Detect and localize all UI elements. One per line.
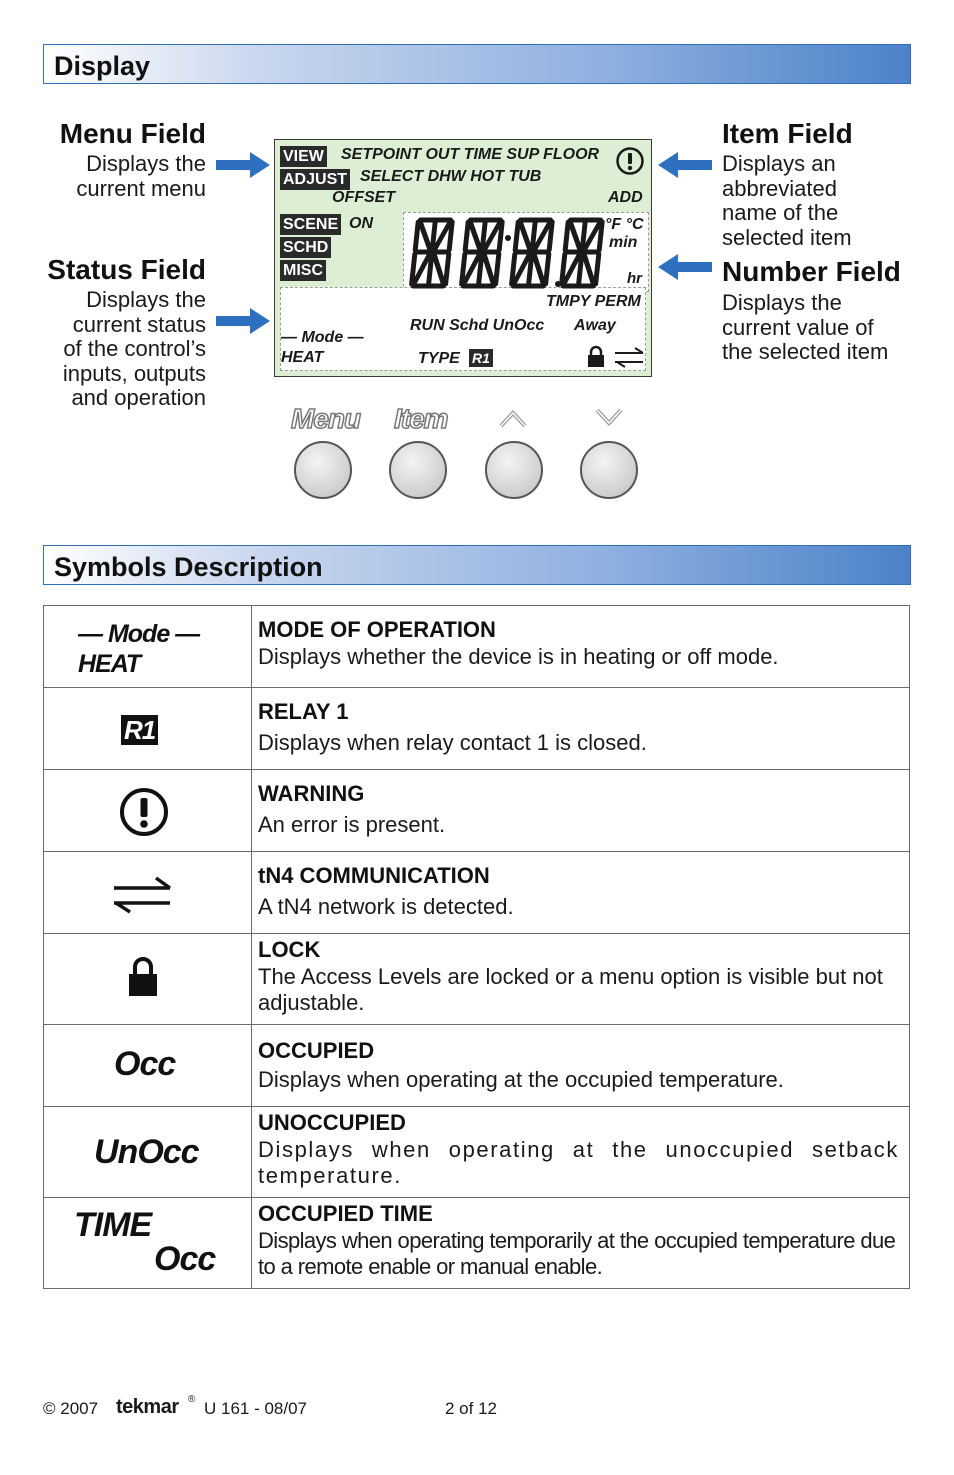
menu-field-title: Menu Field xyxy=(59,118,206,149)
symbols-table xyxy=(43,605,910,1289)
row-text: A tN4 network is detected. xyxy=(258,894,514,919)
description-cell xyxy=(252,688,910,770)
status-field-desc: Displays the current status of the control’s inputs, outputs and operation xyxy=(62,287,206,410)
description-cell xyxy=(252,852,910,934)
row-text: Displays when operating at the unoccupied setback temperature. xyxy=(258,1137,899,1188)
item-field-arrow-icon xyxy=(656,150,714,180)
lcd-tn4-icon xyxy=(613,346,647,368)
item-button-label: Item xyxy=(394,403,448,434)
number-field-title: Number Field xyxy=(722,256,901,287)
table-row xyxy=(44,1107,910,1198)
menu-field-desc: Displays the current menu xyxy=(76,151,206,201)
heat-symbol-label: HEAT xyxy=(78,650,141,678)
lcd-run-row: RUN Schd UnOcc xyxy=(410,317,545,334)
footer-page-number: 2 of 12 xyxy=(445,1399,497,1418)
lcd-heat-label: HEAT xyxy=(281,349,324,366)
footer-copyright: © 2007 xyxy=(43,1399,99,1418)
symbol-cell xyxy=(44,1107,252,1198)
number-field-desc: Displays the current value of the selected item xyxy=(722,290,889,364)
row-title: OCCUPIED TIME xyxy=(258,1201,433,1226)
display-section-header xyxy=(43,44,911,84)
row-text: Displays when operating at the occupied temperature. xyxy=(258,1067,784,1092)
symbol-cell xyxy=(44,852,252,934)
status-field-arrow-icon xyxy=(214,306,272,336)
lcd-scene-label: SCENE xyxy=(280,214,341,235)
table-row xyxy=(44,1025,910,1107)
symbol-cell xyxy=(44,606,252,688)
symbols-section-title: Symbols Description xyxy=(54,552,323,582)
up-button[interactable] xyxy=(485,441,543,499)
description-cell xyxy=(252,1107,910,1198)
lcd-view-label: VIEW xyxy=(280,146,327,167)
row-text: The Access Levels are locked or a menu option is visible but not adjustable. xyxy=(258,964,883,1015)
lcd-display xyxy=(274,139,652,377)
lcd-r1-label: R1 xyxy=(469,349,493,367)
item-field-desc: Displays an abbreviated name of the selected item xyxy=(722,151,852,250)
menu-field-arrow-icon xyxy=(214,150,272,180)
relay-r1-symbol: R1 xyxy=(121,715,158,745)
row-text: Displays when operating temporarily at the occupied temperature due to a remote enable or manual enable. xyxy=(258,1228,896,1279)
number-field-arrow-icon xyxy=(656,252,714,282)
lcd-min-label: min xyxy=(609,234,638,251)
symbol-cell xyxy=(44,934,252,1025)
warning-icon xyxy=(118,786,170,838)
description-cell xyxy=(252,1025,910,1107)
time-occ-symbol-label: Occ xyxy=(154,1240,216,1278)
footer-registered-mark: ® xyxy=(188,1394,196,1405)
row-title: RELAY 1 xyxy=(258,699,349,724)
lcd-on-label: ON xyxy=(349,215,373,232)
symbol-cell xyxy=(44,1198,252,1289)
item-button[interactable] xyxy=(389,441,447,499)
lcd-segment-digits xyxy=(405,214,605,290)
menu-button-label: Menu xyxy=(291,403,361,434)
table-row xyxy=(44,1198,910,1289)
lock-icon xyxy=(128,956,158,998)
occ-symbol-label: Occ xyxy=(114,1045,176,1083)
row-text: Displays whether the device is in heating or off mode. xyxy=(258,644,779,669)
row-title: UNOCCUPIED xyxy=(258,1110,406,1135)
description-cell xyxy=(252,606,910,688)
lcd-tmpy-perm-label: TMPY PERM xyxy=(546,293,641,310)
symbol-cell xyxy=(44,770,252,852)
lcd-type-label: TYPE xyxy=(418,350,460,367)
row-title: WARNING xyxy=(258,781,365,806)
lcd-misc-label: MISC xyxy=(280,260,326,281)
lcd-away-label: Away xyxy=(574,317,616,334)
lcd-schd-label: SCHD xyxy=(280,237,331,258)
tn4-communication-icon xyxy=(112,876,174,914)
table-row xyxy=(44,688,910,770)
row-text: An error is present. xyxy=(258,812,446,837)
unocc-symbol-label: UnOcc xyxy=(94,1133,199,1171)
footer-document-code: U 161 - 08/07 xyxy=(204,1399,308,1418)
lcd-adjust-label: ADJUST xyxy=(280,169,350,190)
lcd-item-row-1: SETPOINT OUT TIME SUP FLOOR xyxy=(341,146,600,163)
down-caret-icon xyxy=(594,406,624,428)
lcd-mode-label: — Mode — xyxy=(281,329,364,346)
row-title: tN4 COMMUNICATION xyxy=(258,863,490,888)
table-row xyxy=(44,934,910,1025)
description-cell xyxy=(252,1198,910,1289)
symbols-section-header xyxy=(43,545,911,585)
description-cell xyxy=(252,770,910,852)
table-row xyxy=(44,606,910,688)
footer-brand-logo: tekmar xyxy=(116,1396,179,1418)
row-title: OCCUPIED xyxy=(258,1038,375,1063)
row-text: Displays when relay contact 1 is closed. xyxy=(258,730,647,755)
lcd-units-label: °F °C xyxy=(605,216,644,233)
mode-symbol-label: — Mode — xyxy=(78,620,200,648)
row-title: MODE OF OPERATION xyxy=(258,617,496,642)
symbol-cell xyxy=(44,688,252,770)
display-section-title: Display xyxy=(54,51,151,81)
lcd-warning-icon xyxy=(615,146,645,176)
symbol-cell xyxy=(44,1025,252,1107)
lcd-lock-icon xyxy=(587,345,605,369)
up-caret-icon xyxy=(498,408,528,430)
table-row xyxy=(44,852,910,934)
description-cell xyxy=(252,934,910,1025)
item-field-title: Item Field xyxy=(722,118,853,149)
lcd-item-row-2: SELECT DHW HOT TUB xyxy=(360,168,542,185)
menu-button[interactable] xyxy=(294,441,352,499)
row-title: LOCK xyxy=(258,937,321,962)
down-button[interactable] xyxy=(580,441,638,499)
lcd-hr-label: hr xyxy=(627,270,642,287)
lcd-add-label: ADD xyxy=(608,189,643,206)
time-symbol-label: TIME xyxy=(74,1206,152,1244)
lcd-offset-label: OFFSET xyxy=(332,189,396,206)
table-row xyxy=(44,770,910,852)
status-field-title: Status Field xyxy=(47,254,206,285)
